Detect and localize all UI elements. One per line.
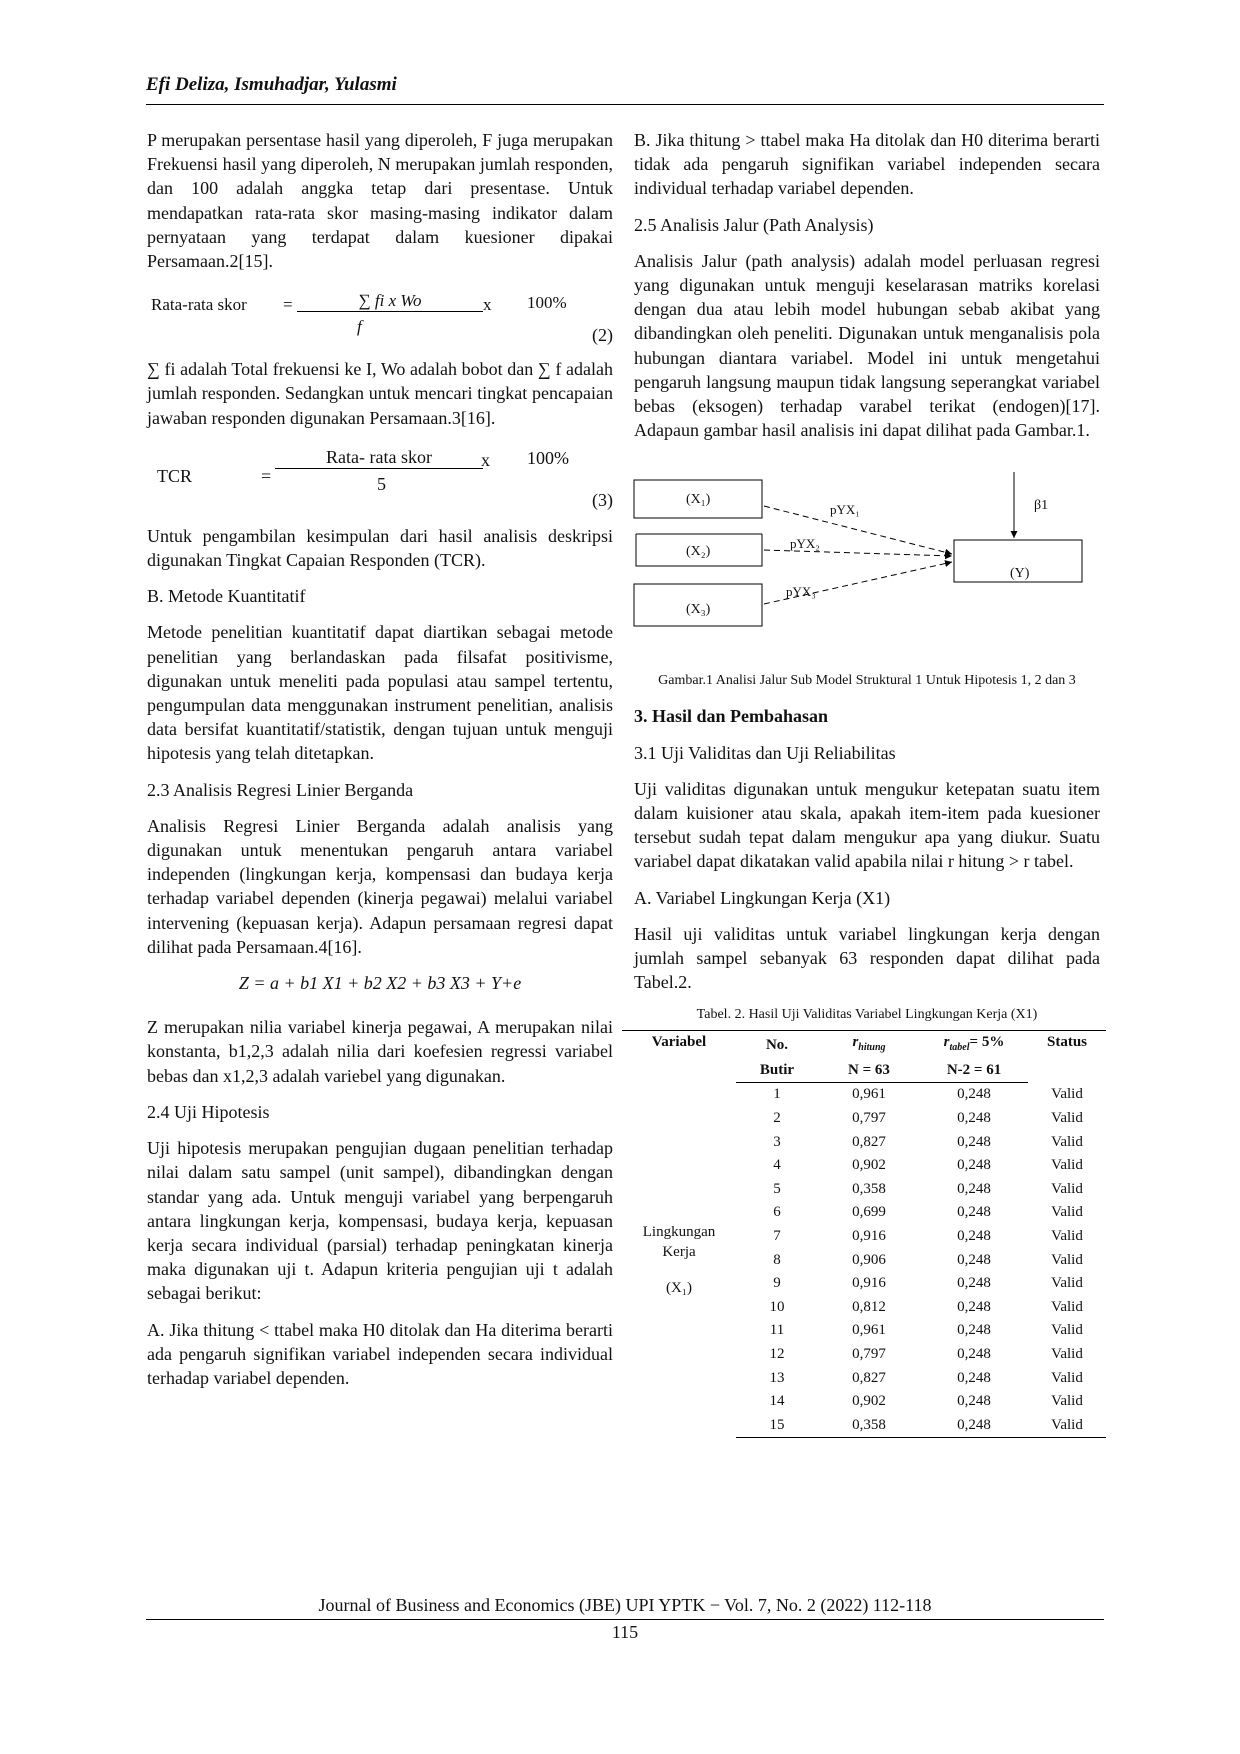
r-tabel: 0,248 <box>957 1180 991 1197</box>
r-hitung: 0,358 <box>852 1180 886 1197</box>
col-header-n: N = 63 <box>818 1059 920 1083</box>
status: Valid <box>1051 1110 1083 1127</box>
item-number: 9 <box>773 1275 781 1292</box>
item-number: 14 <box>769 1393 785 1410</box>
label-beta: β1 <box>1034 498 1049 514</box>
status: Valid <box>1051 1086 1083 1103</box>
r-tabel: 0,248 <box>957 1086 991 1103</box>
r-hitung: 0,827 <box>852 1369 886 1386</box>
section-heading: 2.4 Uji Hipotesis <box>147 1101 270 1122</box>
paragraph: Analisis Regresi Linier Berganda adalah analisis yang digunakan untuk menentukan pengaruh antara variabel independen (lingkungan kerja, kompensasi dan budaya kerja terhadap variabel dependen (kinerja pegawai) melalui variabel intervening (kepuasan kerja). Adapun persamaan regresi dapat dilihat pada Persamaan.4[16]. <box>147 815 613 957</box>
r-hitung: 0,797 <box>852 1346 886 1362</box>
table-body <box>622 1083 1106 1438</box>
item-number: 7 <box>773 1228 781 1245</box>
table-row <box>622 1083 1106 1107</box>
r-tabel: 0,248 <box>957 1275 991 1292</box>
item-number: 10 <box>769 1298 785 1315</box>
eq2-lhs: Rata-rata skor <box>151 295 247 315</box>
paragraph: Hasil uji validitas untuk variabel lingkungan kerja dengan jumlah sampel sebanyak 63 responden dapat dilihat pada Tabel.2. <box>634 923 1100 993</box>
item-number: 13 <box>769 1369 785 1386</box>
status: Valid <box>1051 1393 1083 1410</box>
equation-4: Z = a + b1 X1 + b2 X2 + b3 X3 + Y+e <box>238 973 522 994</box>
r-hitung: 0,961 <box>852 1322 886 1339</box>
eq3-percent: 100% <box>527 447 569 468</box>
item-number: 1 <box>773 1086 781 1103</box>
r-tabel: 0,248 <box>957 1298 991 1315</box>
paragraph: P merupakan persentase hasil yang diperoleh, F juga merupakan Frekuensi hasil yang diperoleh, N merupakan jumlah responden, dan 100 adalah anggka tetap dari presentase. Untuk mendapatkan rata-rata skor masing-masing indikator dalam pernyataan yang terdapat dalam kuesioner dipakai Persamaan.2[15]. <box>147 130 613 272</box>
col-header-no: No. <box>736 1031 818 1060</box>
equation-3 <box>147 446 613 524</box>
col-header-r-tabel: $r_{tabel}= 5\%$ <box>920 1031 1028 1060</box>
eq2-percent: 100% <box>527 293 567 313</box>
eq2-times: x <box>483 295 492 315</box>
item-number: 15 <box>736 1414 818 1438</box>
r-tabel: 0,248 <box>957 1110 991 1127</box>
page-footer <box>146 1595 1104 1643</box>
r-tabel: 0,248 <box>957 1204 991 1221</box>
status: Valid <box>1051 1228 1083 1245</box>
r-hitung: 0,699 <box>852 1204 886 1221</box>
paragraph: Uji hipotesis merupakan pengujian dugaan penelitian terhadap nilai dalam satu sampel (unit sampel), dibandingkan dengan standar yang ada. Untuk menguji variabel yang berpengaruh antara lingkungan kerja, kompensasi, budaya kerja, kepuasan kerja secara individual (parsial) terhadap peningkatan kinerja maka digunakan uji t. Adapun kriteria pengujian uji t adalah sebagai berikut: <box>147 1138 613 1304</box>
validity-table <box>622 1030 1106 1438</box>
eq3-lhs: TCR <box>157 465 193 486</box>
eq2-numerator: ∑ fi x Wo <box>297 291 483 312</box>
paragraph: Z merupakan nilia variabel kinerja pegawai, A merupakan nilai konstanta, b1,2,3 adalah nilia dari koefesien regressi variabel bebas dan x1,2,3 adalah variebel yang digunakan. <box>147 1017 613 1086</box>
r-tabel: 0,248 <box>957 1322 991 1339</box>
r-hitung: 0,902 <box>852 1393 886 1410</box>
section-heading: 2.3 Analisis Regresi Linier Berganda <box>147 779 414 800</box>
equation-2 <box>147 285 613 347</box>
label-pyx3: pYX₃ <box>786 584 816 600</box>
r-tabel: 0,248 <box>957 1369 991 1386</box>
paragraph: Metode penelitian kuantitatif dapat diartikan sebagai metode penelitian yang berlandaskan pada filsafat positivisme, digunakan untuk meneliti pada populasi atau sampel tertentu, pengumpulan data menggunakan instrument penelitian, analisis data bersifat kuantitatif/statistik, dengan tujuan untuk menguji hipotesis yang telah ditetapkan. <box>147 622 613 764</box>
r-tabel: 0,248 <box>957 1393 991 1410</box>
header-authors: Efi Deliza, Ismuhadjar, Yulasmi <box>146 74 397 95</box>
status: Valid <box>1051 1251 1083 1268</box>
item-number: 11 <box>769 1322 785 1339</box>
r-hitung: 0,797 <box>852 1110 886 1127</box>
label-pyx1: pYX₁ <box>830 502 860 518</box>
r-tabel: 0,248 <box>920 1414 1028 1438</box>
status: Valid <box>1028 1414 1106 1438</box>
paragraph: ∑ fi adalah Total frekuensi ke I, Wo adalah bobot dan ∑ f adalah jumlah responden. Sedangkan untuk mencari tingkat pencapaian jawaban responden digunakan Persamaan.3[16]. <box>147 359 613 428</box>
subsection-heading: A. Variabel Lingkungan Kerja (X1) <box>634 887 891 908</box>
r-hitung: 0,827 <box>852 1133 886 1150</box>
page-number: 115 <box>611 1622 639 1642</box>
r-hitung: 0,916 <box>852 1228 886 1245</box>
item-number: 2 <box>773 1110 781 1127</box>
item-number: 4 <box>773 1157 781 1174</box>
col-header-n2: N-2 = 61 <box>920 1059 1028 1083</box>
r-tabel: 0,248 <box>957 1157 991 1174</box>
r-tabel: 0,248 <box>957 1228 991 1245</box>
eq3-number: (3) <box>592 489 613 510</box>
item-number: 3 <box>773 1133 781 1150</box>
figure-caption: Gambar.1 Analisi Jalur Sub Model Struktural 1 Untuk Hipotesis 1, 2 dan 3 <box>658 673 1076 689</box>
eq2-number: (2) <box>592 325 613 346</box>
r-tabel: 0,248 <box>957 1251 991 1268</box>
status: Valid <box>1051 1180 1083 1197</box>
r-tabel: 0,248 <box>957 1133 991 1150</box>
left-column <box>147 128 613 1402</box>
eq3-numerator: Rata- rata skor <box>275 446 483 469</box>
eq2-equals: = <box>283 295 293 315</box>
paragraph: B. Jika thitung > ttabel maka Ha ditolak dan H0 diterima berarti tidak ada pengaruh signifikan variabel independen secara individual terhadap variabel dependen. <box>634 130 1100 199</box>
label-x1: (X₁) <box>686 492 711 508</box>
paragraph: Uji validitas digunakan untuk mengukur ketepatan suatu item dalam kuisioner atau skala, apakah item-item pada kuesioner tersebut sudah tepat dalam mengukur apa yang diukur. Suatu variabel dapat dikatakan valid apabila nilai r hitung > r tabel. <box>634 778 1100 872</box>
label-pyx2: pYX₂ <box>790 536 820 552</box>
right-column <box>634 128 1100 1438</box>
table-caption: Tabel. 2. Hasil Uji Validitas Variabel Lingkungan Kerja (X1) <box>696 1007 1038 1023</box>
running-header <box>146 74 1104 105</box>
footer-journal: Journal of Business and Economics (JBE) UPI YPTK − Vol. 7, No. 2 (2022) 112-118 <box>146 1595 1104 1620</box>
status: Valid <box>1051 1204 1083 1221</box>
status: Valid <box>1051 1346 1083 1362</box>
status: Valid <box>1051 1298 1083 1315</box>
label-x3: (X₃) <box>686 602 711 618</box>
status: Valid <box>1051 1322 1083 1339</box>
section-heading: 3. Hasil dan Pembahasan <box>634 706 829 727</box>
r-hitung: 0,812 <box>852 1298 886 1315</box>
variable-symbol: (X₁) <box>665 1280 693 1297</box>
section-heading: B. Metode Kuantitatif <box>147 586 306 607</box>
col-header-r-hitung: $r_{hitung}$ <box>818 1031 920 1060</box>
r-hitung: 0,961 <box>852 1086 886 1103</box>
col-header-butir: Butir <box>736 1059 818 1083</box>
r-hitung: 0,358 <box>818 1414 920 1438</box>
item-number: 6 <box>773 1204 781 1221</box>
eq3-denominator: 5 <box>377 473 386 494</box>
label-x2: (X₂) <box>686 544 711 560</box>
subsection-heading: 3.1 Uji Validitas dan Uji Reliabilitas <box>634 742 896 763</box>
status: Valid <box>1051 1133 1083 1150</box>
status: Valid <box>1051 1275 1083 1292</box>
status: Valid <box>1051 1157 1083 1174</box>
status: Valid <box>1051 1369 1083 1386</box>
label-y: (Y) <box>1010 566 1030 582</box>
item-number: 8 <box>773 1251 781 1268</box>
r-tabel: 0,248 <box>957 1346 991 1362</box>
variable-cell <box>622 1083 736 1438</box>
section-heading: 2.5 Analisis Jalur (Path Analysis) <box>634 214 874 235</box>
item-number: 5 <box>773 1180 781 1197</box>
path-diagram <box>630 454 1096 664</box>
paragraph: Untuk pengambilan kesimpulan dari hasil analisis deskripsi digunakan Tingkat Capaian Responden (TCR). <box>147 525 613 571</box>
col-header-status: Status <box>1028 1031 1106 1083</box>
r-hitung: 0,906 <box>852 1251 886 1268</box>
eq3-times: x <box>481 449 490 470</box>
paragraph: A. Jika thitung < ttabel maka H0 ditolak dan Ha diterima berarti ada pengaruh signifikan variabel independen secara individual terhadap variabel dependen. <box>147 1319 613 1388</box>
eq3-equals: = <box>261 465 272 486</box>
col-header-variabel: Variabel <box>622 1031 736 1083</box>
item-number: 12 <box>769 1346 785 1362</box>
variable-label: Lingkungan Kerja <box>642 1224 716 1261</box>
r-hitung: 0,916 <box>852 1275 886 1292</box>
eq2-denominator: f <box>357 317 362 337</box>
r-hitung: 0,902 <box>852 1157 886 1174</box>
paragraph: Analisis Jalur (path analysis) adalah model perluasan regresi yang digunakan untuk menguji keselarasan matriks korelasi dengan dua atau lebih model hubungan sebab akibat yang dibandingkan oleh peneliti. Digunakan untuk menganalisis pola hubungan diantara variabel. Model ini untuk mengetahui pengaruh langsung maupun tidak langsung seperangkat variabel bebas (eksogen) terhadap varabel terikat (endogen)[17]. Adapaun gambar hasil analisis ini dapat dilihat pada Gambar.1. <box>634 250 1100 441</box>
